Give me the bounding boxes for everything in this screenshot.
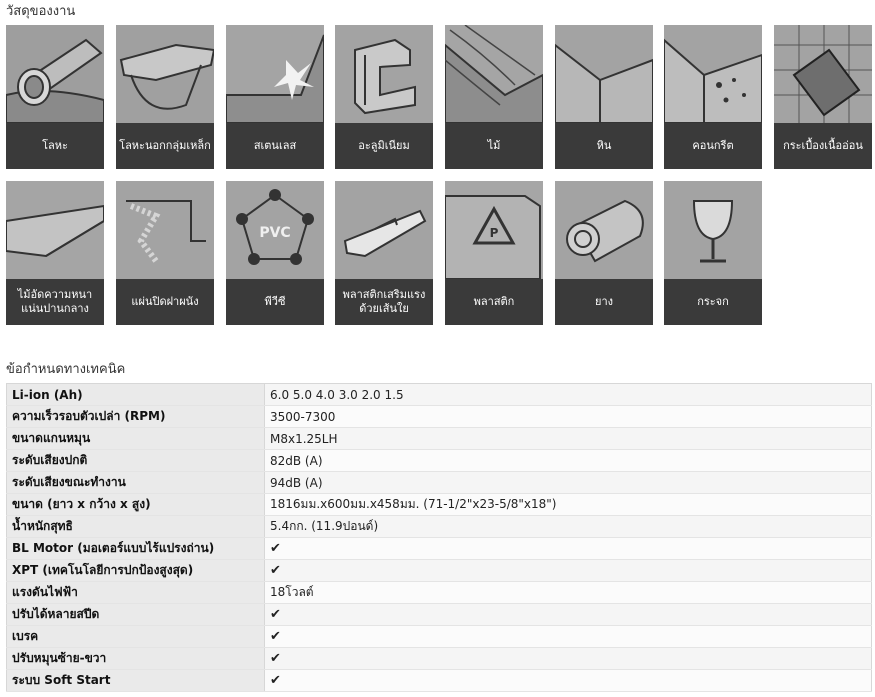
material-label: ไม้อัดความหนาแน่นปานกลาง <box>6 279 104 325</box>
spec-value: 1816มม.x600มม.x458มม. (71-1/2"x23-5/8"x18") <box>265 494 872 516</box>
table-row <box>7 604 872 626</box>
check-icon: ✔ <box>265 538 872 560</box>
spec-table <box>6 383 872 692</box>
material-tile-concrete <box>664 25 762 169</box>
material-label: สเตนเลส <box>226 123 324 169</box>
concrete-icon <box>664 25 762 123</box>
material-label: โลหะนอกกลุ่มเหล็ก <box>116 123 214 169</box>
rubber-roll-icon <box>555 181 653 279</box>
table-row <box>7 648 872 670</box>
spec-key: น้ำหนักสุทธิ <box>7 516 265 538</box>
check-icon: ✔ <box>265 670 872 692</box>
table-row <box>7 494 872 516</box>
pvc-mark: PVC <box>259 225 291 241</box>
spec-value: 18โวลต์ <box>265 582 872 604</box>
spec-key: BL Motor (มอเตอร์แบบไร้แปรงถ่าน) <box>7 538 265 560</box>
material-tile-mdf <box>6 181 104 325</box>
spec-key: ความเร็วรอบตัวเปล่า (RPM) <box>7 406 265 428</box>
spec-value: 82dB (A) <box>265 450 872 472</box>
material-label: กระเบื้องเนื้ออ่อน <box>774 123 872 169</box>
material-tile-stone <box>555 25 653 169</box>
material-label: โลหะ <box>6 123 104 169</box>
table-row <box>7 406 872 428</box>
table-row <box>7 670 872 692</box>
table-row <box>7 516 872 538</box>
table-row <box>7 626 872 648</box>
material-tile-stainless <box>226 25 324 169</box>
spec-value: 94dB (A) <box>265 472 872 494</box>
spec-key: XPT (เทคโนโลยีการปกป้องสูงสุด) <box>7 560 265 582</box>
mdf-board-icon <box>6 181 104 279</box>
spec-key: ขนาด (ยาว x กว้าง x สูง) <box>7 494 265 516</box>
pvc-icon <box>226 181 324 279</box>
wood-icon <box>445 25 543 123</box>
spec-key: ปรับได้หลายสปีด <box>7 604 265 626</box>
material-tile-soft-tile <box>774 25 872 169</box>
stainless-steel-icon <box>226 25 324 123</box>
material-tile-aluminium <box>335 25 433 169</box>
spec-key: แรงดันไฟฟ้า <box>7 582 265 604</box>
material-label: ไม้ <box>445 123 543 169</box>
soft-tile-icon <box>774 25 872 123</box>
table-row <box>7 428 872 450</box>
fiber-reinforced-plastic-boat-icon <box>335 181 433 279</box>
check-icon: ✔ <box>265 604 872 626</box>
material-label: กระจก <box>664 279 762 325</box>
material-tile-metal <box>6 25 104 169</box>
material-tile-glass <box>664 181 762 325</box>
material-label: หิน <box>555 123 653 169</box>
material-label: พลาสติกเสริมแรงด้วยเส้นใย <box>335 279 433 325</box>
spec-value: M8x1.25LH <box>265 428 872 450</box>
table-row <box>7 384 872 406</box>
material-label: ยาง <box>555 279 653 325</box>
check-icon: ✔ <box>265 648 872 670</box>
aluminium-profile-icon <box>335 25 433 123</box>
check-icon: ✔ <box>265 626 872 648</box>
material-tile-wood <box>445 25 543 169</box>
stone-icon <box>555 25 653 123</box>
material-label: แผ่นปิดฝาผนัง <box>116 279 214 325</box>
nonferrous-metal-icon <box>116 25 214 123</box>
table-row <box>7 472 872 494</box>
material-tile-pvc <box>226 181 324 325</box>
table-row <box>7 560 872 582</box>
material-tile-drywall <box>116 181 214 325</box>
table-row <box>7 582 872 604</box>
spec-key: ขนาดแกนหมุน <box>7 428 265 450</box>
plastic-recycle-icon <box>445 181 543 279</box>
spec-key: Li-ion (Ah) <box>7 384 265 406</box>
material-label: พีวีซี <box>226 279 324 325</box>
spec-key: ระบบ Soft Start <box>7 670 265 692</box>
drywall-icon <box>116 181 214 279</box>
check-icon: ✔ <box>265 560 872 582</box>
material-tile-rubber <box>555 181 653 325</box>
spec-value: 3500-7300 <box>265 406 872 428</box>
table-row <box>7 450 872 472</box>
spec-value: 5.4กก. (11.9ปอนด์) <box>265 516 872 538</box>
material-label: พลาสติก <box>445 279 543 325</box>
spec-key: ระดับเสียงปกติ <box>7 450 265 472</box>
material-tile-frp <box>335 181 433 325</box>
material-tile-plastic <box>445 181 543 325</box>
spec-key: เบรค <box>7 626 265 648</box>
metal-pipe-icon <box>6 25 104 123</box>
material-tile-nonferrous <box>116 25 214 169</box>
glass-icon <box>664 181 762 279</box>
spec-key: ปรับหมุนซ้าย-ขวา <box>7 648 265 670</box>
materials-title: วัสดุของงาน <box>6 4 76 19</box>
material-label: คอนกรีต <box>664 123 762 169</box>
material-label: อะลูมิเนียม <box>335 123 433 169</box>
specs-title: ข้อกำหนดทางเทคนิค <box>6 362 126 377</box>
table-row <box>7 538 872 560</box>
spec-value: 6.0 5.0 4.0 3.0 2.0 1.5 <box>265 384 872 406</box>
plastic-mark: P <box>489 226 499 240</box>
spec-key: ระดับเสียงขณะทำงาน <box>7 472 265 494</box>
